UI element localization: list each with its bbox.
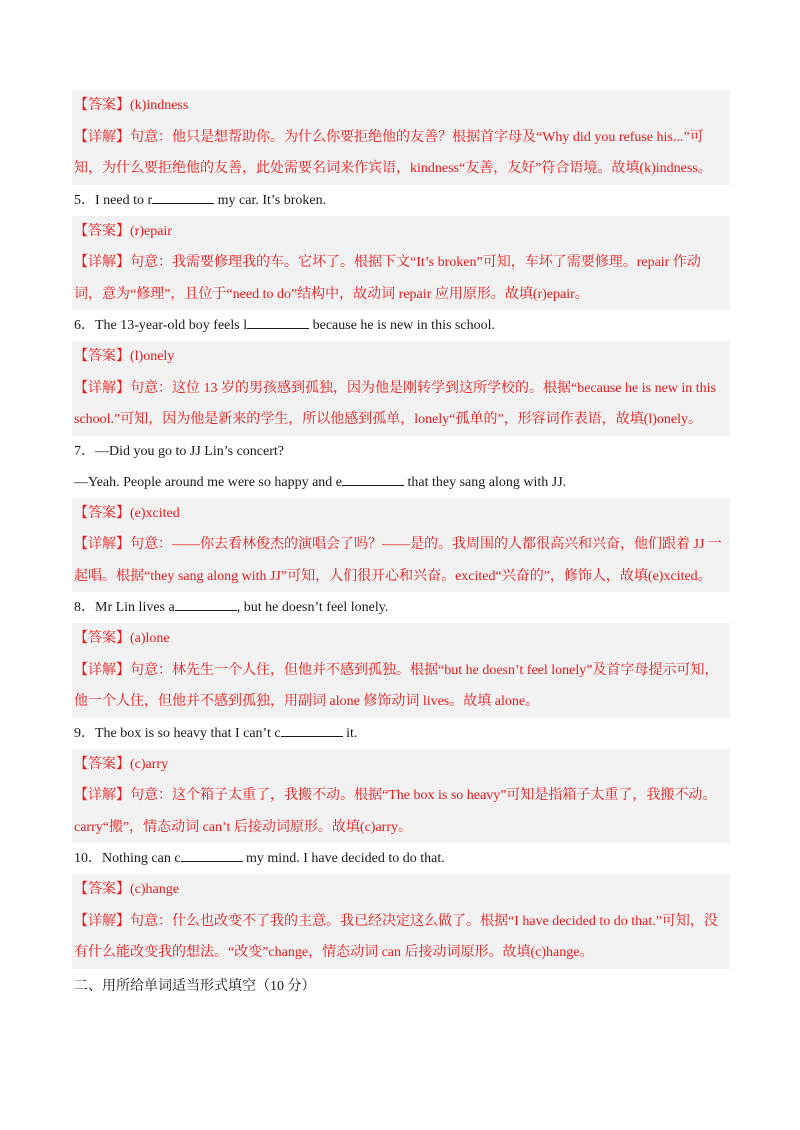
fill-blank	[181, 848, 243, 862]
explanation-text: 【详解】句意：他只是想帮助你。为什么你要拒绝他的友善？根据首字母及“Why did you refuse his...”可知，为什么要拒绝他的友善，此处需要名词来作宾语，kindness“友善，友好”符合语境。故填(k)indness。	[74, 129, 712, 176]
answer-block	[72, 874, 730, 969]
answer-line: 【答案】(e)xcited	[74, 505, 180, 521]
answer-block	[72, 623, 730, 718]
answer-line: 【答案】(a)lone	[74, 631, 170, 646]
answer-line: 【答案】(l)onely	[74, 349, 175, 364]
answer-line: 【答案】(c)arry	[74, 756, 169, 772]
question-line	[72, 592, 730, 623]
explanation-text: 【详解】句意：我需要修理我的车。它坏了。根据下文“It’s broken”可知，车坏了需要修理。repair 作动词，意为“修理”，且位于“need to do”结构中，故动词 repair 应用原形。故填(r)epair。	[74, 255, 701, 302]
fill-blank	[152, 190, 214, 204]
question-text-after: it.	[342, 725, 358, 741]
document-page	[72, 90, 730, 1002]
question-text-before: 9．The box is so heavy that I can’t c	[74, 725, 281, 741]
section-heading: 二、用所给单词适当形式填空（10 分）	[74, 978, 316, 994]
question-text-after: that they sang along with JJ.	[404, 474, 567, 490]
answer-block	[72, 216, 730, 311]
question-line	[72, 467, 730, 498]
question-text-after: my mind. I have decided to do that.	[242, 851, 445, 866]
explanation-text: 【详解】句意：这位 13 岁的男孩感到孤独，因为他是刚转学到这所学校的。根据“because he is new in this school.”可知，因为他是新来的学生，所以他感到孤单，lonely“孤单的”，形容词作表语，故填(l)onely。	[74, 380, 717, 427]
answer-line: 【答案】(r)epair	[74, 223, 172, 239]
question-line	[72, 843, 730, 874]
question-text-after: because he is new in this school.	[309, 318, 495, 333]
answer-line: 【答案】(c)hange	[74, 882, 179, 897]
question-text-before: 6．The 13-year-old boy feels l	[74, 318, 248, 333]
explanation-text: 【详解】句意：林先生一个人住，但他并不感到孤独。根据“but he doesn’t feel lonely”及首字母提示可知，他一个人住，但他并不感到孤独，用副词 alone 修饰动词 lives。故填 alone。	[74, 662, 719, 709]
question-text-before: 10．Nothing can c	[74, 851, 181, 866]
question-text-after: , but he doesn’t feel lonely.	[236, 600, 389, 615]
question-line	[72, 310, 730, 341]
question-line	[72, 718, 730, 749]
explanation-text: 【详解】句意：这个箱子太重了，我搬不动。根据“The box is so heavy”可知是指箱子太重了，我搬不动。carry“搬”，情态动词 can’t 后接动词原形。故填(c)arry。	[74, 788, 717, 835]
question-text-before: 5．I need to r	[74, 192, 153, 208]
fill-blank	[247, 315, 309, 329]
explanation-text: 【详解】句意：——你去看林俊杰的演唱会了吗？——是的。我周围的人都很高兴和兴奋，他们跟着 JJ 一起唱。根据“they sang along with JJ”可知，人们很开心和兴奋。excited“兴奋的”，修饰人，故填(e)xcited。	[74, 537, 722, 584]
fill-blank	[281, 723, 343, 737]
fill-blank	[342, 472, 404, 486]
question-text-before: 8．Mr Lin lives a	[74, 600, 175, 615]
fill-blank	[175, 597, 237, 611]
question-text-after: my car. It’s broken.	[214, 192, 327, 208]
question-text-before: —Yeah. People around me were so happy and e	[74, 474, 343, 490]
explanation-text: 【详解】句意：什么也改变不了我的主意。我已经决定这么做了。根据“I have decided to do that.”可知，没有什么能改变我的想法。“改变”change，情态动词 can 后接动词原形。故填(c)hange。	[74, 913, 718, 960]
question-line	[72, 185, 730, 216]
answer-block	[72, 90, 730, 185]
answer-line: 【答案】(k)indness	[74, 98, 189, 113]
question-line: 7．—Did you go to JJ Lin’s concert?	[74, 443, 284, 459]
answer-block	[72, 749, 730, 844]
answer-block	[72, 341, 730, 436]
answer-block	[72, 498, 730, 593]
